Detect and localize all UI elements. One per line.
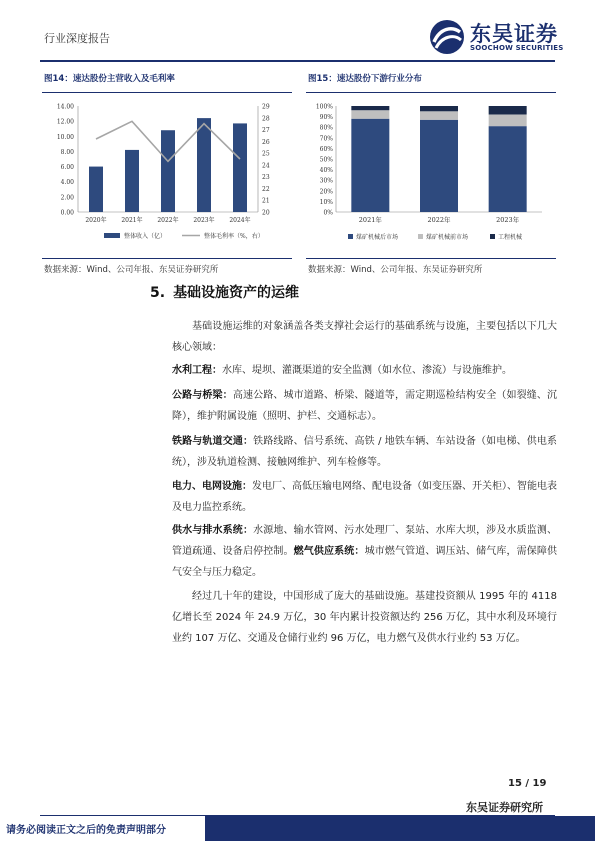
fig14-ytick-left: 6.00 <box>60 164 74 172</box>
fig14-bar <box>89 167 103 212</box>
header-divider <box>40 60 555 62</box>
fig14-bar <box>233 123 247 212</box>
fig15-bar-segment <box>489 126 527 212</box>
fig14-ytick-right: 27 <box>262 127 270 135</box>
para-supply-label: 供水与排水系统： <box>172 525 254 536</box>
fig15-ytick: 50% <box>319 156 333 164</box>
logo-text-en: SOOCHOW SECURITIES <box>470 44 564 52</box>
fig15-xtick: 2022年 <box>427 216 451 224</box>
fig14-ytick-left: 4.00 <box>60 179 74 187</box>
company-logo-icon <box>428 18 466 56</box>
fig14-xtick: 2021年 <box>121 217 143 224</box>
fig15-ytick: 60% <box>319 145 333 153</box>
fig15-legend-swatch <box>348 234 353 239</box>
fig14-bar <box>161 130 175 212</box>
para-rail-text: 铁路线路、信号系统、高铁 / 地铁车辆、车站设备（如电梯、供电系统），涉及轨道检测、接触网维护、列车检修等。 <box>172 436 557 468</box>
fig15-ytick: 20% <box>319 188 333 196</box>
report-type-label: 行业深度报告 <box>44 32 110 45</box>
fig14-legend-swatch-bar <box>104 233 120 238</box>
footer-org: 东吴证券研究所 <box>466 801 543 814</box>
para-power <box>172 476 557 518</box>
fig15-ytick: 100% <box>315 103 333 111</box>
fig15-bar-segment <box>351 106 389 110</box>
fig15-ytick: 40% <box>319 167 333 175</box>
para-road-label: 公路与桥梁： <box>172 390 233 401</box>
para-power-text: 发电厂、高低压输电网络、配电设备（如变压器、开关柜）、智能电表及电力监控系统。 <box>172 481 557 513</box>
fig14-xtick: 2023年 <box>193 217 215 224</box>
para-road <box>172 385 557 427</box>
fig14-ytick-left: 2.00 <box>60 194 74 202</box>
para-rail <box>172 431 557 473</box>
fig14-ytick-right: 28 <box>262 115 270 123</box>
para-rail-label: 铁路与轨道交通： <box>172 436 254 447</box>
para-water-text: 水库、堤坝、灌溉渠道的安全监测（如水位、渗流）与设施维护。 <box>222 365 512 376</box>
fig14-bottom-rule <box>42 258 292 259</box>
fig15-legend-label: 煤矿机械前市场 <box>426 234 469 241</box>
fig15-bar-segment <box>489 114 527 126</box>
fig14-legend-label-line: 整体毛利率（%，右） <box>204 233 264 240</box>
fig14-xtick: 2022年 <box>157 217 179 224</box>
fig15-legend-swatch <box>418 234 423 239</box>
fig15-bar-segment <box>351 119 389 212</box>
fig14-bar <box>197 118 211 212</box>
fig15-ytick: 0% <box>323 209 333 217</box>
fig15-bar-segment <box>420 111 458 119</box>
fig15-bar-segment <box>420 120 458 212</box>
fig15-bar-segment <box>489 106 527 114</box>
fig14-ytick-right: 22 <box>262 185 270 193</box>
fig15-bar-segment <box>351 110 389 118</box>
para-water <box>172 360 557 381</box>
fig15-ytick: 10% <box>319 198 333 206</box>
fig15-ytick: 80% <box>319 124 333 132</box>
para-supply-text: 水源地、输水管网、污水处理厂、泵站、水库大坝，涉及水质监测、管道疏通、设备启停控制。 <box>172 525 558 557</box>
para-road-text: 高速公路、城市道路、桥梁、隧道等，需定期巡检结构安全（如裂缝、沉降），维护附属设施（照明、护栏、交通标志）。 <box>172 390 558 422</box>
fig14-ytick-right: 20 <box>262 209 270 217</box>
section-number: 5. <box>150 285 166 301</box>
fig14-xtick: 2020年 <box>85 217 107 224</box>
fig14-ytick-right: 21 <box>262 197 270 205</box>
fig14-xtick: 2024年 <box>229 217 251 224</box>
fig14-ytick-right: 29 <box>262 103 270 111</box>
fig14-ytick-left: 10.00 <box>56 133 74 141</box>
fig14-source: 数据来源：Wind、公司年报、东吴证券研究所 <box>44 265 219 275</box>
fig14-ytick-left: 8.00 <box>60 148 74 156</box>
fig14-ytick-right: 23 <box>262 174 270 182</box>
footer-disclaimer: 请务必阅读正文之后的免责声明部分 <box>6 825 166 836</box>
fig15-chart <box>306 94 556 254</box>
fig14-chart <box>42 94 292 254</box>
fig15-xtick: 2021年 <box>358 216 382 224</box>
footer-dark-band <box>205 816 595 841</box>
fig15-ytick: 70% <box>319 135 333 143</box>
fig15-title: 图15：速达股份下游行业分布 <box>308 74 422 84</box>
fig15-legend-label: 煤矿机械后市场 <box>356 234 399 241</box>
logo-text-cn: 东吴证券 <box>470 22 558 46</box>
para-summary: 经过几十年的建设，中国形成了庞大的基础设施。基建投资额从 1995 年的 4118 亿增长至 2024 年 24.9 万亿，30 年内累计投资额达约 256 万亿，其中水利及环境行业约 107 万亿、交通及仓储行业约 96 万亿，电力燃气及供水行业约 53 万亿。 <box>172 591 557 644</box>
fig14-ytick-left: 0.00 <box>60 209 74 217</box>
fig15-bottom-rule <box>306 258 556 259</box>
fig15-xtick: 2023年 <box>496 216 520 224</box>
fig15-source: 数据来源：Wind、公司年报、东吴证券研究所 <box>308 265 483 275</box>
fig14-ytick-right: 25 <box>262 150 270 158</box>
para-intro: 基础设施运维的对象涵盖各类支撑社会运行的基础系统与设施，主要包括以下几大核心领域： <box>172 321 557 353</box>
para-water-label: 水利工程： <box>172 365 222 376</box>
fig15-bar-segment <box>420 106 458 111</box>
fig15-legend-swatch <box>490 234 495 239</box>
fig14-ytick-right: 26 <box>262 138 270 146</box>
section-title: 基础设施资产的运维 <box>173 285 300 301</box>
section-heading <box>150 282 299 302</box>
fig15-title-rule <box>306 92 556 93</box>
fig15-legend-label: 工程机械 <box>498 234 523 241</box>
fig14-ytick-right: 24 <box>262 162 270 170</box>
fig14-legend-label-bar: 整体收入（亿） <box>124 233 167 240</box>
page-number: 15 / 19 <box>508 778 547 789</box>
fig15-ytick: 30% <box>319 177 333 185</box>
para-supply <box>172 520 557 583</box>
fig14-title: 图14：速达股份主营收入及毛利率 <box>44 74 175 84</box>
para-gas-text: 城市燃气管道、调压站、储气库，需保障供气安全与压力稳定。 <box>172 546 558 578</box>
fig15-ytick: 90% <box>319 114 333 122</box>
para-power-label: 电力、电网设施： <box>172 481 252 492</box>
fig14-ytick-left: 14.00 <box>56 103 74 111</box>
fig14-bar <box>125 150 139 212</box>
fig14-title-rule <box>42 92 292 93</box>
fig14-ytick-left: 12.00 <box>56 118 74 126</box>
para-gas-label: 燃气供应系统： <box>293 546 365 557</box>
